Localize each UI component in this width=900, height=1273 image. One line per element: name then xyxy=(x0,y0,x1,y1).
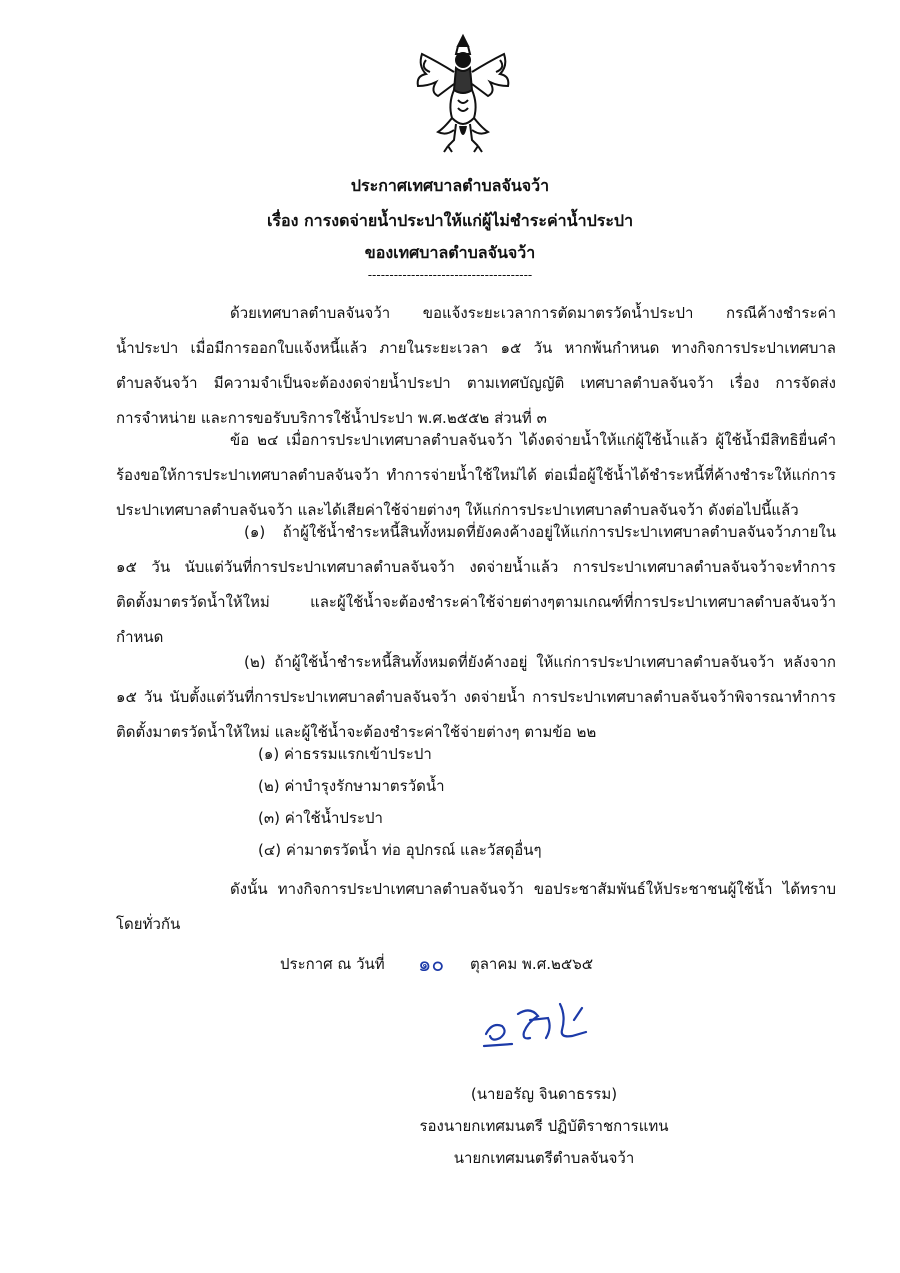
text-line: ๑๕ วัน นับแต่วันที่การประปาเทศบาลตำบลจันจว้า งดจ่ายน้ำแล้ว การประปาเทศบาลตำบลจันจว้าจะทำการ xyxy=(116,558,836,576)
text-line: ร้องขอให้การประปาเทศบาลตำบลจันจว้า ทำการจ่ายน้ำใช้ใหม่ได้ ต่อเมื่อผู้ใช้น้ำได้ชำระหนี้ที่ค้างชำระให้แก่การ xyxy=(116,466,836,484)
fee-list xyxy=(258,738,542,866)
signatory-name: (นายอรัญ จินดาธรรม) xyxy=(470,1085,618,1103)
text-line: ๑๕ วัน นับตั้งแต่วันที่การประปาเทศบาลตำบลจันจว้า งดจ่ายน้ำ การประปาเทศบาลตำบลจันจว้าพิจารณาทำการ xyxy=(116,688,836,706)
text-line: ดังนั้น ทางกิจการประปาเทศบาลตำบลจันจว้า ขอประชาสัมพันธ์ให้ประชาชนผู้ใช้น้ำ ได้ทราบ xyxy=(230,880,836,898)
paragraph-1 xyxy=(116,296,836,436)
text-line: ประปาเทศบาลตำบลจันจว้า และได้เสียค่าใช้จ่ายต่างๆ ให้แก่การประปาเทศบาลตำบลจันจว้า ดังต่อไปนี้แล้ว xyxy=(116,501,799,519)
list-item: (๔) ค่ามาตรวัดน้ำ ท่อ อุปกรณ์ และวัสดุอื่นๆ xyxy=(258,841,542,859)
text-line: (๒) ถ้าผู้ใช้น้ำชำระหนี้สินทั้งหมดที่ยังค้างอยู่ ให้แก่การประปาเทศบาลตำบลจันจว้า หลังจาก xyxy=(244,653,836,671)
text-line: โดยทั่วกัน xyxy=(116,915,181,933)
text-line: ตำบลจันจว้า มีความจำเป็นจะต้องงดจ่ายน้ำประปา ตามเทศบัญญัติ เทศบาลตำบลจันจว้า เรื่อง การจัดส่ง xyxy=(116,374,836,392)
text-line: น้ำประปา เมื่อมีการออกใบแจ้งหนี้แล้ว ภายในระยะเวลา ๑๕ วัน หากพ้นกำหนด ทางกิจการประปาเทศบาล xyxy=(116,339,836,357)
text-line: ข้อ ๒๔ เมื่อการประปาเทศบาลตำบลจันจว้า ได้งดจ่ายน้ำให้แก่ผู้ใช้น้ำแล้ว ผู้ใช้น้ำมีสิทธิยื่นคำ xyxy=(230,431,836,449)
announcement-title: ประกาศเทศบาลตำบลจันจว้า xyxy=(350,176,550,195)
garuda-emblem-icon xyxy=(408,32,518,156)
date-prefix: ประกาศ ณ วันที่ xyxy=(280,955,385,973)
list-item: (๒) ค่าบำรุงรักษามาตรวัดน้ำ xyxy=(258,777,445,795)
signatory-position: รองนายกเทศมนตรี ปฏิบัติราชการแทน xyxy=(419,1117,669,1135)
text-line: (๑) ถ้าผู้ใช้น้ำชำระหนี้สินทั้งหมดที่ยังคงค้างอยู่ให้แก่การประปาเทศบาลตำบลจันจว้าภายใน xyxy=(244,523,836,541)
text-line: กำหนด xyxy=(116,628,164,646)
signature-icon xyxy=(478,992,598,1052)
title-divider: -------------------------------------- xyxy=(367,268,533,282)
announcement-subject: เรื่อง การงดจ่ายน้ำประปาให้แก่ผู้ไม่ชำระค่าน้ำประปา xyxy=(266,211,634,230)
signatory-title: นายกเทศมนตรีตำบลจันจว้า xyxy=(453,1149,635,1167)
text-line: ด้วยเทศบาลตำบลจันจว้า ขอแจ้งระยะเวลาการตัดมาตรวัดน้ำประปา กรณีค้างชำระค่า xyxy=(230,304,836,322)
paragraph-clause-1 xyxy=(116,515,836,655)
text-line: การจำหน่าย และการขอรับบริการใช้น้ำประปา พ.ศ.๒๕๕๒ ส่วนที่ ๓ xyxy=(116,409,547,427)
paragraph-clause-2 xyxy=(116,645,836,750)
date-day: ๑๐ xyxy=(418,952,445,976)
paragraph-2 xyxy=(116,423,836,528)
paragraph-conclusion xyxy=(116,872,836,942)
announcement-issuer: ของเทศบาลตำบลจันจว้า xyxy=(364,243,536,262)
text-line: ติดตั้งมาตรวัดน้ำให้ใหม่ และผู้ใช้น้ำจะต้องชำระค่าใช้จ่ายต่างๆตามเกณฑ์ที่การประปาเทศบาลตำบลจันจว้า xyxy=(116,593,836,611)
text-line: ติดตั้งมาตรวัดน้ำให้ใหม่ และผู้ใช้น้ำจะต้องชำระค่าใช้จ่ายต่างๆ ตามข้อ ๒๒ xyxy=(116,723,597,741)
date-month-year: ตุลาคม พ.ศ.๒๕๖๕ xyxy=(470,955,594,973)
list-item: (๓) ค่าใช้น้ำประปา xyxy=(258,809,383,827)
list-item: (๑) ค่าธรรมแรกเข้าประปา xyxy=(258,745,432,763)
